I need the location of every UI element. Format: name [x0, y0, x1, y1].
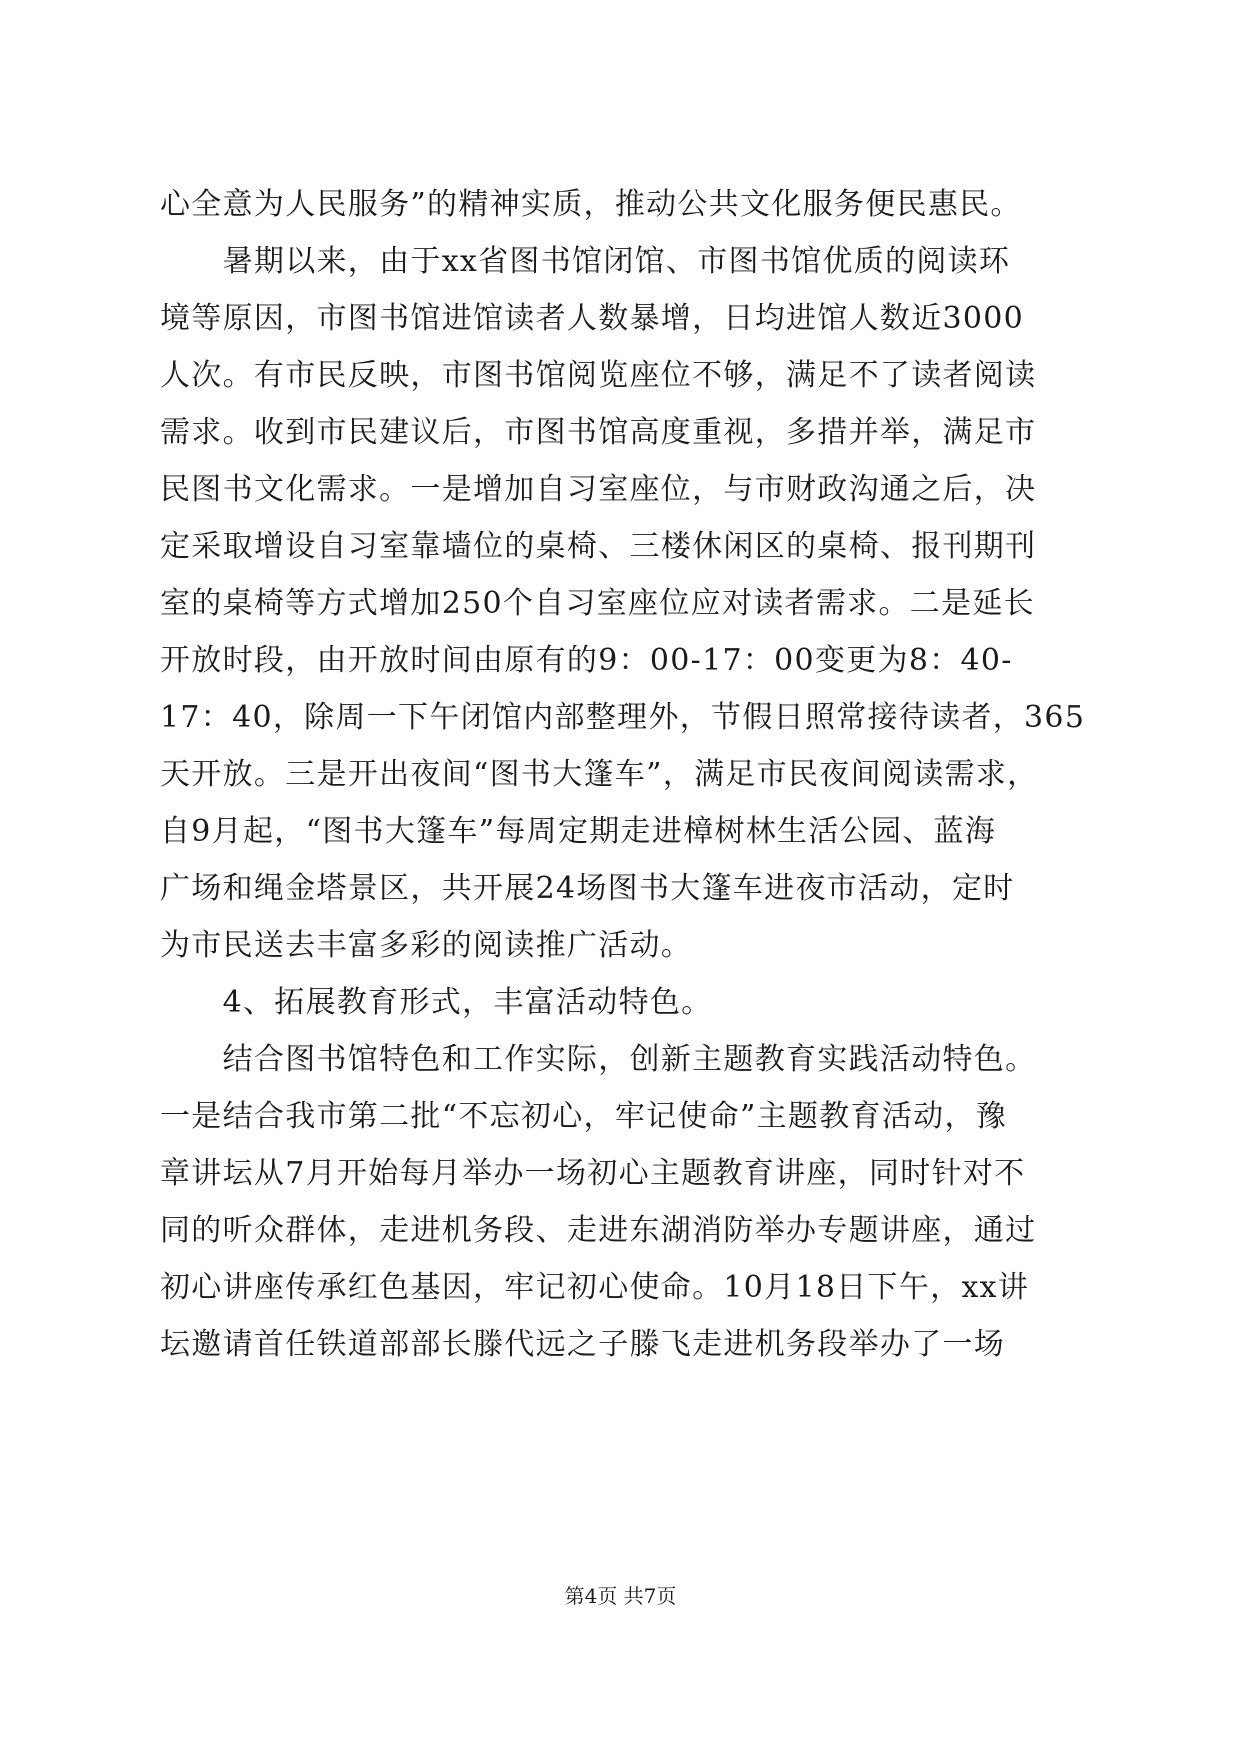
body-line: 境等原因，市图书馆进馆读者人数暴增，日均进馆人数近3000 — [160, 301, 1025, 336]
body-line: 为市民送去丰富多彩的阅读推广活动。 — [160, 928, 693, 963]
body-line: 民图书文化需求。一是增加自习室座位，与市财政沟通之后，决 — [160, 472, 1037, 507]
body-line: 同的听众群体，走进机务段、走进东湖消防举办专题讲座，通过 — [160, 1213, 1037, 1248]
body-line: 广场和绳金塔景区，共开展24场图书大篷车进夜市活动，定时 — [160, 871, 1015, 906]
body-line: 章讲坛从7月开始每月举办一场初心主题教育讲座，同时针对不 — [160, 1156, 1026, 1191]
body-line: 17：40，除周一下午闭馆内部整理外，节假日照常接待读者，365 — [160, 700, 1086, 735]
body-line: 自9月起，“图书大篷车”每周定期走进樟树林生活公园、蓝海 — [160, 814, 997, 849]
body-line: 一是结合我市第二批“不忘初心，牢记使命”主题教育活动，豫 — [160, 1099, 1008, 1134]
body-line: 坛邀请首任铁道部部长滕代远之子滕飞走进机务段举办了一场 — [160, 1327, 1006, 1362]
body-line: 天开放。三是开出夜间“图书大篷车”，满足市民夜间阅读需求， — [160, 757, 1039, 792]
page-footer: 第4页 共7页 — [564, 1584, 677, 1608]
body-line: 暑期以来，由于xx省图书馆闭馆、市图书馆优质的阅读环 — [160, 244, 1011, 279]
body-line: 心全意为人民服务”的精神实质，推动公共文化服务便民惠民。 — [160, 187, 1022, 222]
body-line: 结合图书馆特色和工作实际，创新主题教育实践活动特色。 — [160, 1042, 1037, 1077]
body-line: 初心讲座传承红色基因，牢记初心使命。10月18日下午，xx讲 — [160, 1270, 1030, 1305]
body-line: 需求。收到市民建议后，市图书馆高度重视，多措并举，满足市 — [160, 415, 1037, 450]
body-line: 定采取增设自习室靠墙位的桌椅、三楼休闲区的桌椅、报刊期刊 — [160, 529, 1037, 564]
body-line: 人次。有市民反映，市图书馆阅览座位不够，满足不了读者阅读 — [160, 358, 1037, 393]
section-heading: 4、拓展教育形式，丰富活动特色。 — [160, 985, 713, 1020]
body-line: 开放时段，由开放时间由原有的9：00-17：00变更为8：40- — [160, 643, 1013, 678]
body-line: 室的桌椅等方式增加250个自习室座位应对读者需求。二是延长 — [160, 586, 1035, 621]
